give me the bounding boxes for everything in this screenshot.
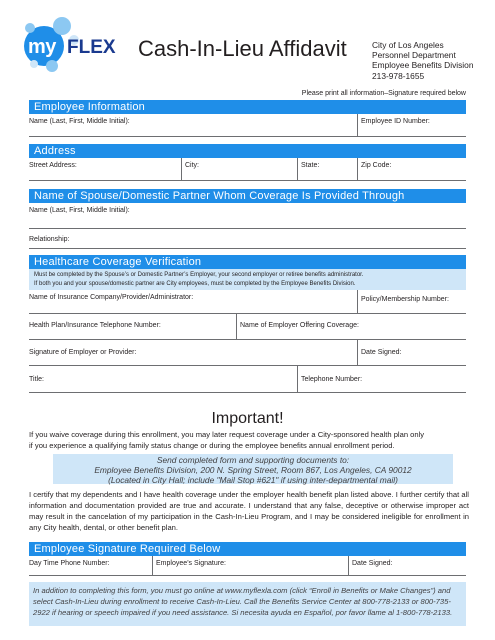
divider xyxy=(357,114,358,136)
divider xyxy=(29,248,466,249)
divider xyxy=(236,313,237,339)
divider xyxy=(29,392,466,393)
section-spouse: Name of Spouse/Domestic Partner Whom Coverage Is Provided Through xyxy=(29,189,466,203)
relationship-label: Relationship: xyxy=(29,236,70,243)
date-signed-label: Date Signed: xyxy=(361,349,402,356)
divider xyxy=(29,339,466,340)
divider xyxy=(348,556,349,575)
department-block xyxy=(372,40,473,81)
telephone-label: Telephone Number: xyxy=(301,376,363,383)
verification-note xyxy=(29,269,466,290)
dept-line: Employee Benefits Division xyxy=(372,60,474,71)
section-employee-info: Employee Information xyxy=(29,100,466,114)
section-verification: Healthcare Coverage Verification xyxy=(29,255,466,269)
logo-flex: FLEX xyxy=(67,37,116,58)
dept-line: 213-978-1655 xyxy=(372,70,425,81)
divider xyxy=(29,136,466,137)
state-label: State: xyxy=(301,162,320,169)
myflex-logo xyxy=(22,14,142,74)
employee-date-label: Date Signed: xyxy=(352,560,393,567)
zip-label: Zip Code: xyxy=(361,162,392,169)
dept-line: Personnel Department xyxy=(372,50,456,61)
note-line: Must be completed by the Spouse’s or Domestic Partner’s Employer, your second employer or retiree benefits administrator. xyxy=(34,272,364,278)
note-line: If both you and your spouse/domestic partner are City employees, must be completed by the Employee Benefits Division. xyxy=(34,280,356,287)
insurance-label: Name of Insurance Company/Provider/Administrator: xyxy=(29,294,194,301)
spouse-name-label: Name (Last, First, Middle Initial): xyxy=(29,207,130,214)
divider xyxy=(152,556,153,575)
divider xyxy=(29,313,466,314)
divider xyxy=(29,180,466,181)
logo-my: my xyxy=(28,36,56,58)
important-heading: Important! xyxy=(211,410,284,427)
send-instructions xyxy=(53,454,453,484)
divider xyxy=(29,365,466,366)
section-address: Address xyxy=(29,144,466,158)
text-line: If you waive coverage during this enrollment, you may later request coverage under a City-sponsored health plan only xyxy=(29,430,425,439)
plan-phone-label: Health Plan/Insurance Telephone Number: xyxy=(29,322,161,329)
send-line: (Located in City Hall; include "Mail Stop #621" if using inter-departmental mail) xyxy=(108,475,398,485)
waive-coverage-text xyxy=(29,429,469,451)
certification-text: I certify that my dependents and I have health coverage under the employer health benefit plan listed above. I further certify that all information and documentation provided are true and accurate. I understand that any false, deceptive or otherwise improper act may result in the cancelation of my participation in the Cash-In-Lieu Program, and I may be considered ineligible for enrollment in any City health, dental, or other benefit plan. xyxy=(29,490,469,532)
divider xyxy=(357,339,358,365)
employer-signature-label: Signature of Employer or Provider: xyxy=(29,349,137,356)
send-line: Employee Benefits Division, 200 N. Spring Street, Room 867, Los Angeles, CA 90012 xyxy=(94,465,412,475)
divider xyxy=(297,365,298,392)
city-label: City: xyxy=(185,162,199,169)
send-line: Send completed form and supporting documents to: xyxy=(156,455,350,465)
divider xyxy=(297,158,298,180)
dept-line: City of Los Angeles xyxy=(372,40,444,50)
employee-name-label: Name (Last, First, Middle Initial): xyxy=(29,118,130,125)
print-note: Please print all information–Signature required below xyxy=(301,90,466,97)
employee-signature-label: Employee’s Signature: xyxy=(156,560,226,567)
title-label: Title: xyxy=(29,376,44,383)
divider xyxy=(29,575,466,576)
street-label: Street Address: xyxy=(29,162,77,169)
text-line: if you experience a qualifying family status change or during the employee benefits annual enrollment period. xyxy=(29,441,395,450)
divider xyxy=(357,290,358,313)
employer-label: Name of Employer Offering Coverage: xyxy=(240,322,359,329)
daytime-phone-label: Day Time Phone Number: xyxy=(29,560,110,567)
section-employee-signature: Employee Signature Required Below xyxy=(29,542,466,556)
footer-note: In addition to completing this form, you must go online at www.myflexla.com (click “Enroll in Benefits or Make Changes”) and select Cash-In-Lieu during enrollment to receive Cash-In-Lieu. Call the Benefits Service Center at 800-778-2133 or 800-735-2922 if hearing or speech impaired if you need assistance. Si necesita ayuda en Español, por favor llame al 1-800-778-2133. xyxy=(29,582,466,626)
divider xyxy=(29,228,466,229)
divider xyxy=(357,158,358,180)
divider xyxy=(181,158,182,180)
policy-label: Policy/Membership Number: xyxy=(361,296,449,303)
page-title: Cash-In-Lieu Affidavit xyxy=(138,36,347,61)
employee-id-label: Employee ID Number: xyxy=(361,118,430,125)
